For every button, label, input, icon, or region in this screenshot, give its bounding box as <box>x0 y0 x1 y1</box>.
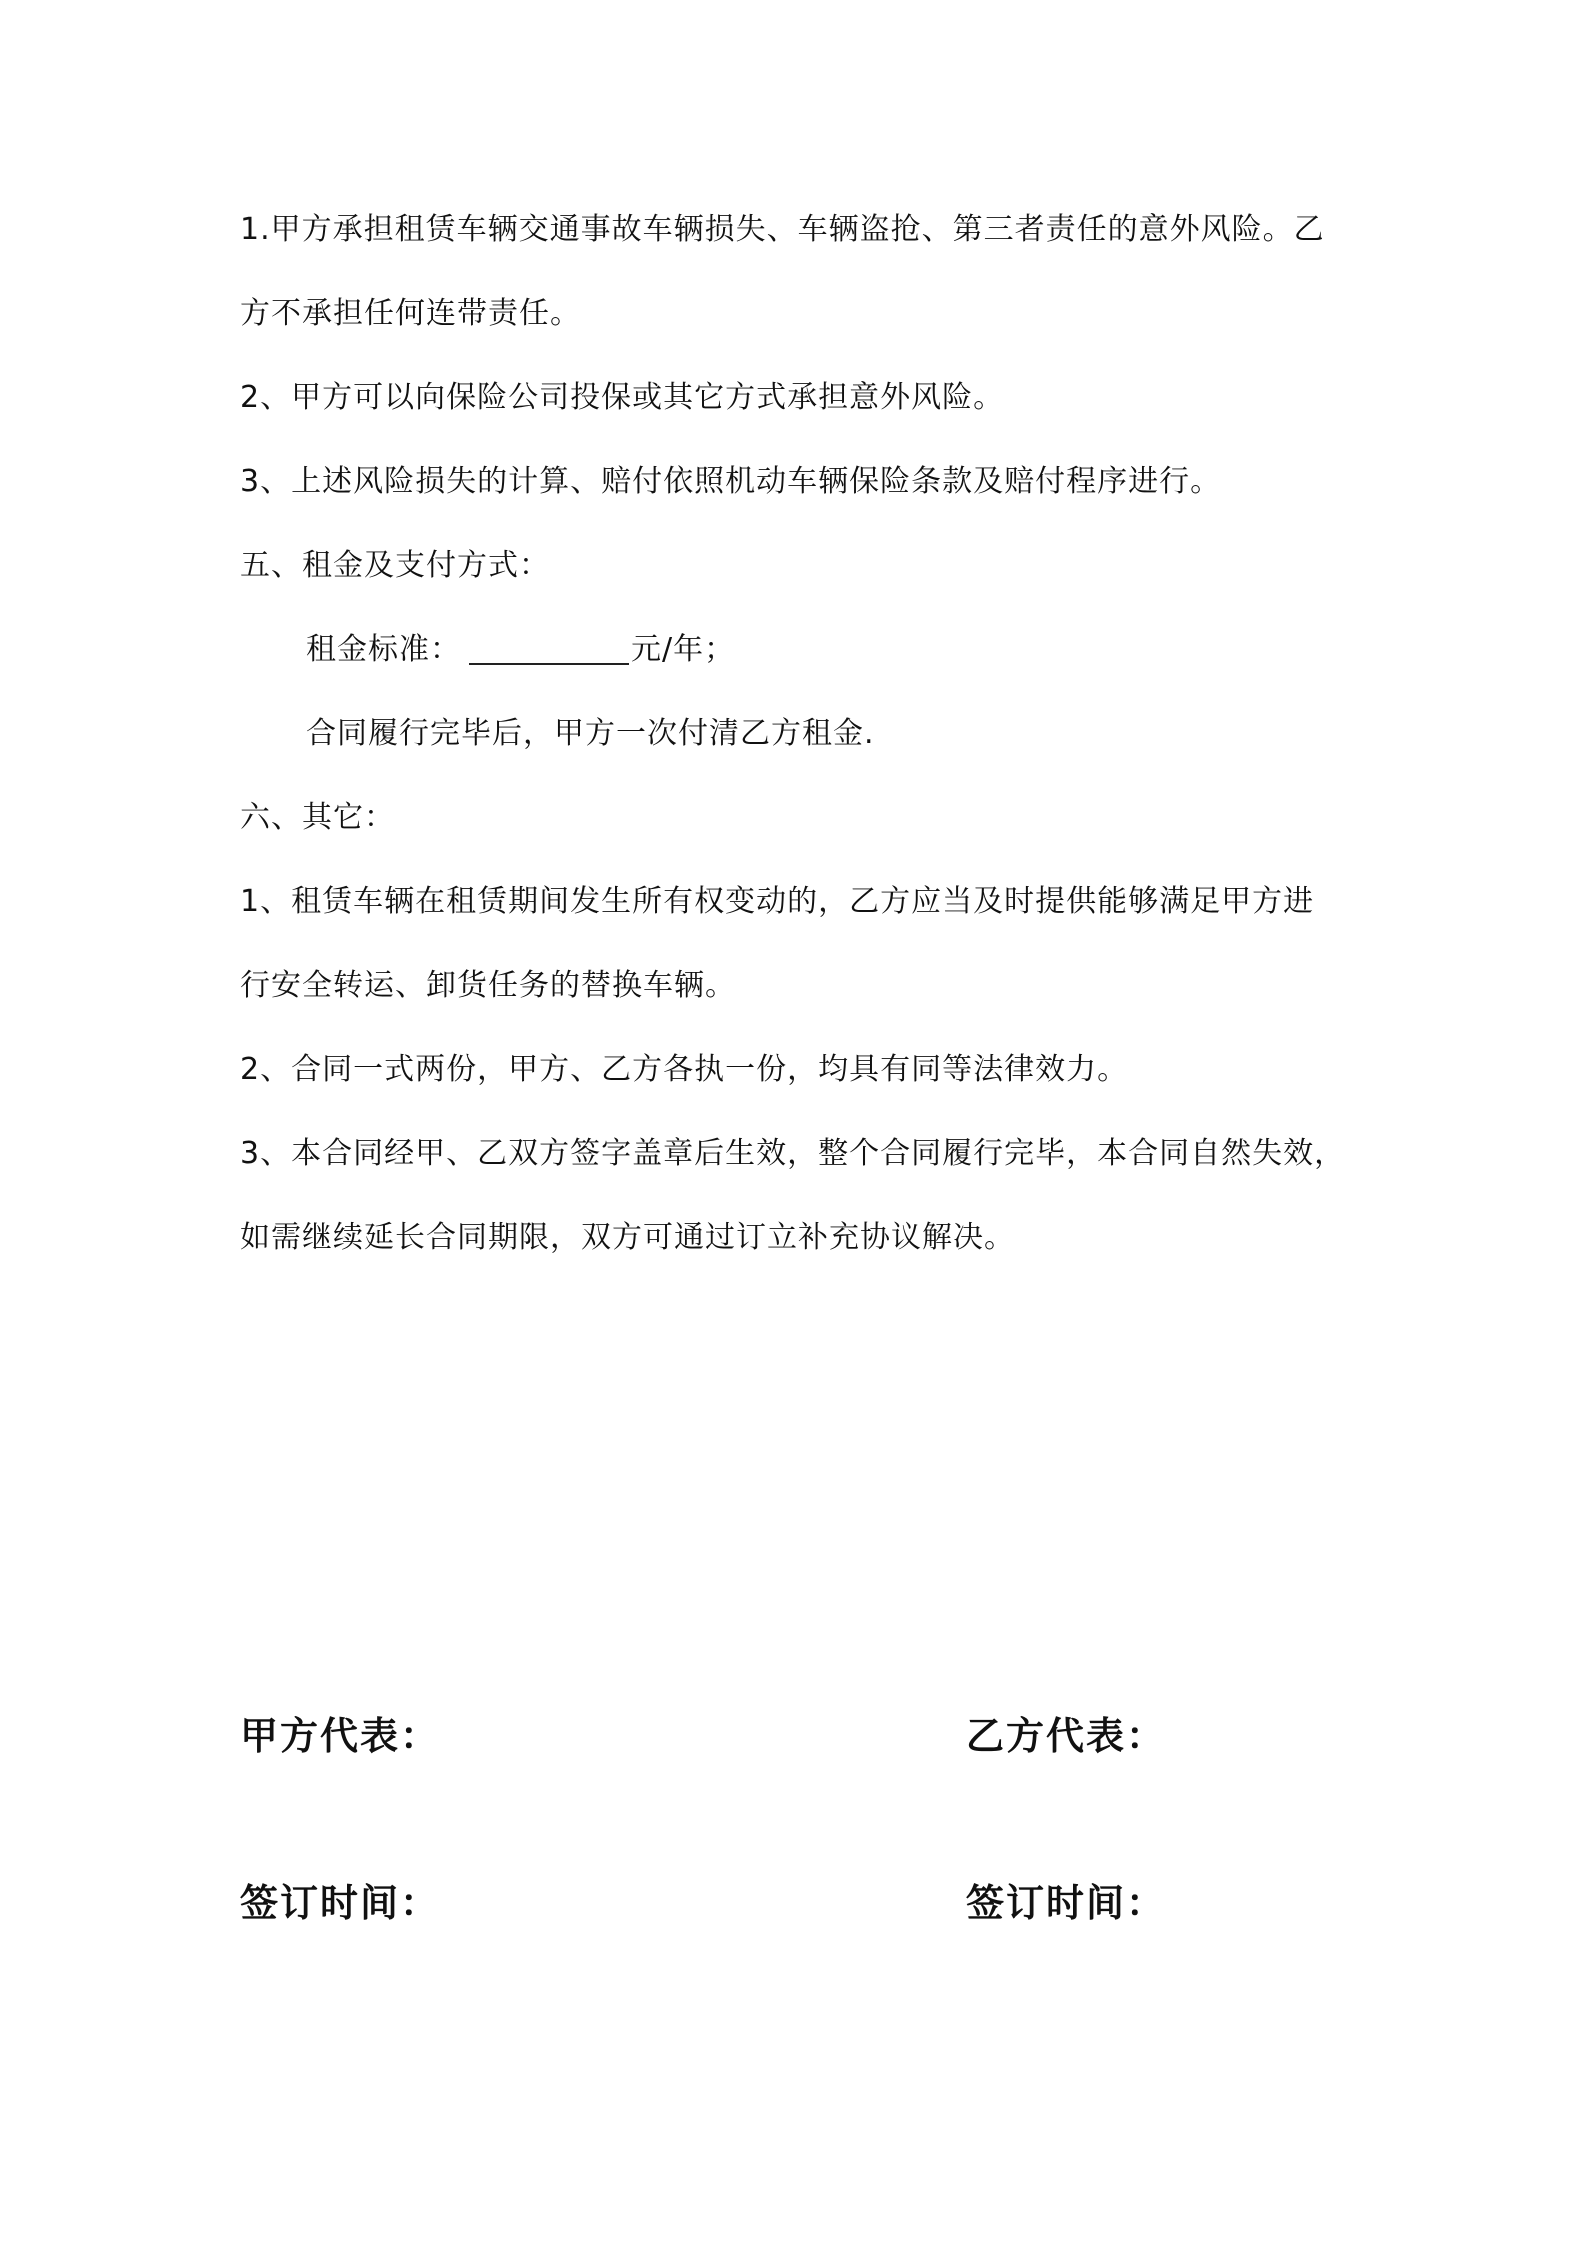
other-clause-1-line-2: 行安全转运、卸货任务的替换车辆。 <box>240 968 736 1003</box>
rent-standard-unit: 元/年； <box>631 632 736 667</box>
rent-standard-label: 租金标准： <box>306 632 461 667</box>
other-clause-3-line-1: 3、本合同经甲、乙双方签字盖章后生效，整个合同履行完毕，本合同自然失效， <box>240 1136 1346 1171</box>
risk-clause-1-line-1: 1.甲方承担租赁车辆交通事故车辆损失、车辆盗抢、第三者责任的意外风险。乙 <box>240 212 1325 247</box>
rent-standard-line <box>240 622 1360 706</box>
party-b-representative-label: 乙方代表： <box>966 1714 1167 1758</box>
rent-amount-blank <box>469 623 629 665</box>
section-6-heading: 六、其它： <box>240 800 395 835</box>
contract-body <box>240 202 1360 1294</box>
other-clause-1-line-1: 1、租赁车辆在租赁期间发生所有权变动的，乙方应当及时提供能够满足甲方进 <box>240 884 1315 919</box>
party-a-signing-date-label: 签订时间： <box>240 1881 441 1925</box>
section-5-heading: 五、租金及支付方式： <box>240 548 550 583</box>
payment-terms: 合同履行完毕后，甲方一次付清乙方租金. <box>306 716 875 751</box>
party-a-representative-label: 甲方代表： <box>240 1714 441 1758</box>
party-b-signing-date-label: 签订时间： <box>966 1881 1167 1925</box>
risk-clause-2: 2、甲方可以向保险公司投保或其它方式承担意外风险。 <box>240 380 1005 415</box>
risk-clause-1-line-2: 方不承担任何连带责任。 <box>240 296 581 331</box>
other-clause-2: 2、合同一式两份，甲方、乙方各执一份，均具有同等法律效力。 <box>240 1052 1129 1087</box>
other-clause-3-line-2: 如需继续延长合同期限，双方可通过订立补充协议解决。 <box>240 1220 1015 1255</box>
risk-clause-3: 3、上述风险损失的计算、赔付依照机动车辆保险条款及赔付程序进行。 <box>240 464 1222 499</box>
